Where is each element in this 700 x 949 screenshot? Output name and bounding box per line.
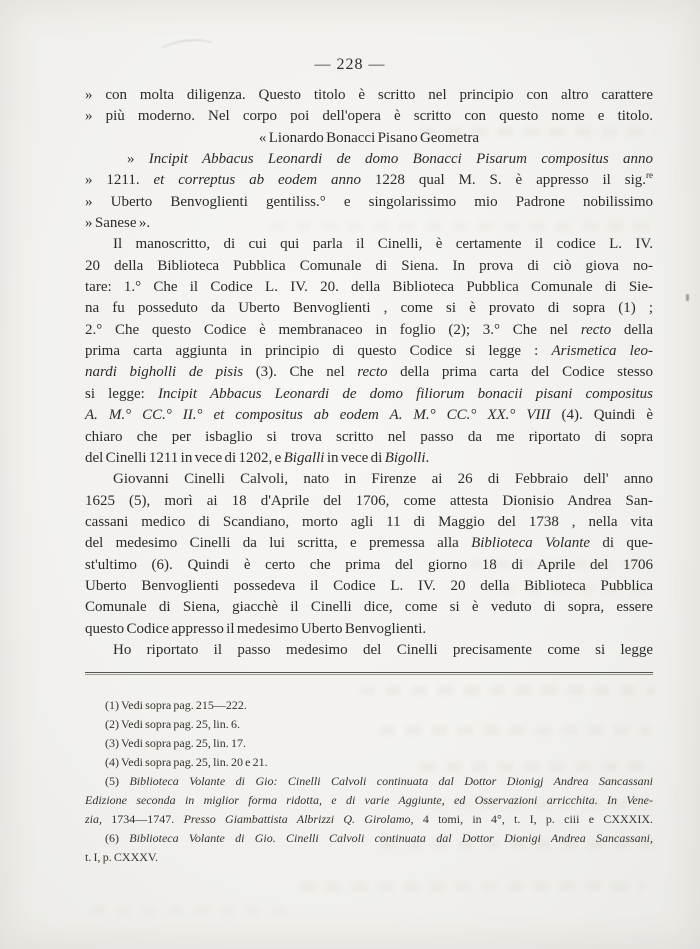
body-text-line	[85, 192, 653, 213]
text-segment: Incipit Abbacus Leonardi de domo filiorum bonacii pisani compositus	[157, 385, 653, 402]
body-text	[85, 85, 653, 661]
text-segment: tare: 1.° Che il Codice L. IV. 20. della Biblioteca Pubblica Comunale di Sie-	[85, 279, 653, 296]
body-text-line	[85, 341, 653, 362]
text-segment: Giovanni Cinelli Calvoli, nato in Firenze ai 26 di Febbraio dell' anno	[113, 471, 653, 488]
text-segment: in vece di	[324, 449, 385, 466]
text-segment: re	[646, 170, 653, 181]
text-segment: » 1211.	[85, 172, 154, 189]
text-segment: della	[611, 321, 653, 338]
text-segment: Biblioteca Volante	[471, 535, 591, 552]
body-text-line	[85, 234, 653, 255]
text-segment: (5)	[105, 774, 130, 788]
text-segment: recto	[580, 321, 612, 338]
text-segment: recto	[357, 364, 388, 381]
footnote-line	[85, 696, 653, 715]
text-segment: 1228 qual M. S. è appresso il sig.	[361, 172, 646, 189]
bleed-through-smudge	[420, 762, 650, 771]
text-segment: Biblioteca Volante di Gio: Cinelli Calvoli continuata dal Dottor Dionigj Andrea Sancassani	[129, 774, 653, 788]
text-segment: (2) Vedi sopra pag. 25, lin. 6.	[105, 717, 240, 731]
text-segment: cassani medico di Scandiano, morto agli 11 di Maggio del 1738 , nella vita	[85, 513, 653, 530]
text-segment: Comunale di Siena, giacchè il Cinelli dice, come si è veduto di sopra, essere	[85, 599, 653, 616]
body-text-line	[85, 597, 653, 618]
text-segment: » Uberto Benvoglienti gentiliss.° e singolarissimo mio Padrone nobilissimo	[85, 193, 653, 210]
body-text-line	[85, 106, 653, 127]
text-segment: (4). Quindi è	[550, 407, 653, 424]
text-segment: st'ultimo (6). Quindi è certo che prima del giorno 18 di Aprile del 1706	[85, 556, 653, 573]
body-text-line	[85, 277, 653, 298]
bleed-through-smudge	[420, 127, 655, 136]
text-segment: Arismetica leo-	[551, 343, 653, 360]
text-segment: et correptus ab eodem anno	[153, 172, 362, 189]
text-segment: del Cinelli 1211 in vece di 1202, e	[85, 449, 284, 466]
text-segment: zia,	[85, 812, 103, 826]
body-text-line	[85, 149, 653, 170]
body-text-line	[85, 533, 653, 554]
text-segment: Bigolli	[384, 449, 426, 466]
text-segment: questo Codice appresso il medesimo Uberto Benvoglienti.	[85, 620, 427, 637]
bleed-through-smudge	[430, 800, 655, 809]
bleed-through-smudge	[90, 906, 300, 915]
text-segment: di que-	[590, 535, 653, 552]
body-text-line	[85, 427, 653, 448]
body-text-line	[85, 512, 653, 533]
text-segment: (3). Che nel	[243, 364, 358, 381]
footnote-line	[85, 772, 653, 791]
body-text-line	[85, 469, 653, 490]
body-text-line	[85, 640, 653, 661]
bleed-through-smudge	[380, 840, 655, 849]
text-segment: A. M.° CC.° II.° et compositus ab eodem A. M.° CC.° XX.° VIII	[85, 407, 551, 424]
text-segment: (1) Vedi sopra pag. 215—222.	[105, 698, 247, 712]
bleed-through-smudge	[468, 560, 653, 569]
text-segment: prima carta aggiunta in principio di questo Codice si legge :	[85, 343, 552, 360]
text-segment: Incipit Abbacus Leonardi de domo Bonacci Pisarum compositus anno	[148, 151, 653, 168]
body-text-line	[85, 298, 653, 319]
text-segment: 1625 (5), morì ai 18 d'Aprile del 1706, come attesta Dionisio Andrea San-	[85, 492, 653, 509]
text-segment: nardi bigholli de pisis	[85, 364, 244, 381]
text-segment: »	[127, 151, 149, 168]
text-segment: Biblioteca Volante di Gio. Cinelli Calvoli continuata dal Dottor Dionigi Andrea Sancassani,	[129, 831, 653, 845]
text-segment: della prima carta del Codice stesso	[387, 364, 653, 381]
text-segment: si legge:	[85, 385, 158, 402]
text-segment: .	[425, 449, 430, 466]
text-segment: Edizione seconda in miglior forma ridotta, e di varie Aggiunte, ed Osservazioni arricchita. In Vene-	[85, 793, 653, 807]
text-segment: (4) Vedi sopra pag. 25, lin. 20 e 21.	[105, 755, 268, 769]
body-text-line	[85, 170, 653, 191]
text-segment: » Sanese ».	[85, 215, 151, 232]
text-segment: Presso Giambattista Albrizzi Q. Girolamo,	[183, 812, 414, 826]
bleed-through-smudge	[360, 686, 655, 695]
text-segment: Uberto Benvoglienti possedeva il Codice L. IV. 20 della Biblioteca Pubblica	[85, 577, 653, 594]
footnote-line	[85, 848, 653, 867]
body-text-line	[85, 491, 653, 512]
text-segment: (3) Vedi sopra pag. 25, lin. 17.	[105, 736, 246, 750]
text-segment: 2.° Che questo Codice è membranaceo in foglio (2); 3.° Che nel	[85, 321, 581, 338]
bleed-through-smudge	[500, 585, 655, 594]
body-text-line	[85, 362, 653, 383]
text-segment: « Lionardo Bonacci Pisano Geometra	[258, 129, 480, 146]
text-segment: na fu posseduto da Uberto Benvoglienti , come si è provato di sopra (1) ;	[85, 300, 653, 317]
ink-speck	[686, 294, 689, 301]
text-segment: 4 tomi, in 4°, t. I, p. ciii e CXXXIX.	[413, 812, 653, 826]
text-segment: del medesimo Cinelli da lui scritta, e premessa alla	[85, 535, 472, 552]
text-segment: » più moderno. Nel corpo poi dell'opera è scritto con questo nome e titolo.	[85, 108, 653, 125]
footnote-line	[85, 734, 653, 753]
text-segment: 20 della Biblioteca Pubblica Comunale di Siena. In prova di ciò giova no-	[85, 257, 653, 274]
body-text-line	[85, 320, 653, 341]
bleed-through-smudge	[300, 882, 645, 891]
body-text-line	[85, 256, 653, 277]
body-text-line	[85, 448, 653, 469]
text-segment: chiaro che per isbaglio si trova scritto nel passo da me riportato di sopra	[85, 428, 653, 445]
bleed-through-smudge	[270, 222, 650, 231]
body-text-line	[85, 405, 653, 426]
body-text-line	[85, 384, 653, 405]
text-segment: t. I, p. CXXXV.	[85, 850, 159, 864]
page-number: — 228 —	[314, 56, 386, 73]
body-text-line	[85, 619, 653, 640]
footnote-separator-rule	[85, 672, 653, 675]
text-segment: (6)	[105, 831, 130, 845]
bleed-through-smudge	[380, 726, 650, 735]
body-text-line	[85, 85, 653, 106]
text-segment: Bigalli	[283, 449, 325, 466]
text-segment: » con molta diligenza. Questo titolo è scritto nel principio con altro carattere	[85, 87, 653, 103]
text-segment: Ho riportato il passo medesimo del Cinelli precisamente come si legge	[113, 641, 653, 658]
text-segment: 1734—1747.	[102, 812, 184, 826]
text-segment: Il manoscritto, di cui qui parla il Cinelli, è certamente il codice L. IV.	[113, 236, 653, 253]
footnote-line	[85, 810, 653, 829]
